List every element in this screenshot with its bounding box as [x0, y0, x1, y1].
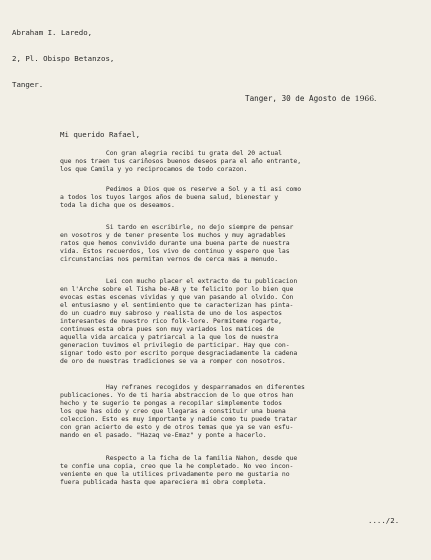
paragraph-line: vida. Estos recuerdos, los vivo de continuo y espero que las [60, 247, 290, 256]
paragraph-line: do un cuadro muy sabroso y realista de uno de los aspectos [60, 309, 282, 318]
date-year: 1966. [354, 94, 377, 103]
paragraph-line: con gran acierto de esto y de otros temas que ya se van esfu- [60, 423, 294, 432]
sender-address [12, 11, 114, 108]
paragraph-line: hecho y te sugerio te pongas a recopilar simplemente todos [60, 399, 282, 408]
paragraph-line: interesantes de nuestro rico folk-lore. Permiteme rogarte, [60, 317, 282, 326]
paragraph-line: coleccion. Esto es muy importante y nadie como tu puede tratar [60, 415, 298, 424]
paragraph-line: veniente en que la utilices privadamente pero me gustaria no [60, 470, 290, 479]
paragraph-line: evocas estas escenas vividas y que van pasando al olvido. Con [60, 293, 294, 302]
paragraph-line: fuera publicada hasta que apareciera mi obra completa. [60, 478, 267, 487]
paragraph-line: Con gran alegria recibi tu grata del 20 actual [60, 149, 282, 157]
paragraph-6 [60, 454, 420, 486]
paragraph-line: el entusiasmo y el sentimiento que te caracterizan has pinta- [60, 301, 294, 310]
paragraph-line: generacion tuvimos el privilegio de participar. Hay que con- [60, 341, 290, 350]
paragraph-line: Pedimos a Dios que os reserve a Sol y a ti asi como [60, 185, 302, 193]
paragraph-line: ratos que hemos convivido durante una buena parte de nuestra [60, 239, 290, 248]
paragraph-line: en vosotros y de tener presente los muchos y muy agradables [60, 231, 286, 240]
paragraph-1 [60, 149, 420, 173]
paragraph-line: signar todo esto por escrito porque desgraciadamente la cadena [60, 349, 298, 358]
paragraph-4 [60, 277, 420, 366]
paragraph-line: circunstancias nos permitan vernos de cerca mas a menudo. [60, 255, 279, 264]
paragraph-line: los que Camila y yo reciprocamos de todo corazon. [60, 165, 248, 174]
paragraph-5 [60, 383, 420, 439]
page-continuation: ..../2. [368, 516, 400, 525]
paragraph-line: a todos los tuyos largos años de buena salud, bienestar y [60, 193, 279, 202]
paragraph-3 [60, 223, 420, 263]
paragraph-line: de oro de nuestras tradiciones se va a romper con nosotros. [60, 357, 286, 366]
paragraph-line: te confie una copia, creo que la he completado. No veo incon- [60, 462, 294, 471]
paragraph-line: Lei con mucho placer el extracto de tu publicacion [60, 277, 298, 285]
paragraph-line: toda la dicha que os deseamos. [60, 201, 175, 210]
sender-street: 2, Pl. Obispo Betanzos, [12, 53, 115, 63]
paragraph-line: que nos traen tus cariñosos buenos deseos para el año entrante, [60, 157, 302, 166]
greeting: Mi querido Rafael, [60, 130, 141, 139]
paragraph-line: en l'Arche sobre el Tisha be-AB y te felicito por lo bien que [60, 285, 294, 294]
letter-date [245, 94, 376, 103]
sender-name: Abraham I. Laredo, [12, 27, 93, 37]
paragraph-2 [60, 185, 420, 209]
paragraph-line: Si tardo en escribirle, no dejo siempre de pensar [60, 223, 294, 231]
paragraph-line: aquella vida arcaica y patriarcal a la que los de nuestra [60, 333, 279, 342]
paragraph-line: mando en el pasado. "Hazaq ve-Emaz" y ponte a hacerlo. [60, 431, 267, 440]
paragraph-line: Hay refranes recogidos y desparramados en diferentes [60, 383, 305, 391]
sender-city: Tanger. [12, 80, 44, 90]
date-text: Tanger, 30 de Agosto de [245, 94, 355, 103]
paragraph-line: Respecto a la ficha de la familia Nahon, desde que [60, 454, 298, 462]
paragraph-line: continues esta obra pues son muy variados los matices de [60, 325, 275, 334]
paragraph-line: publicaciones. Yo de ti haria abstraccion de lo que otros han [60, 391, 294, 400]
paragraph-line: los que has oido y creo que llegaras a constituir una buena [60, 407, 286, 416]
